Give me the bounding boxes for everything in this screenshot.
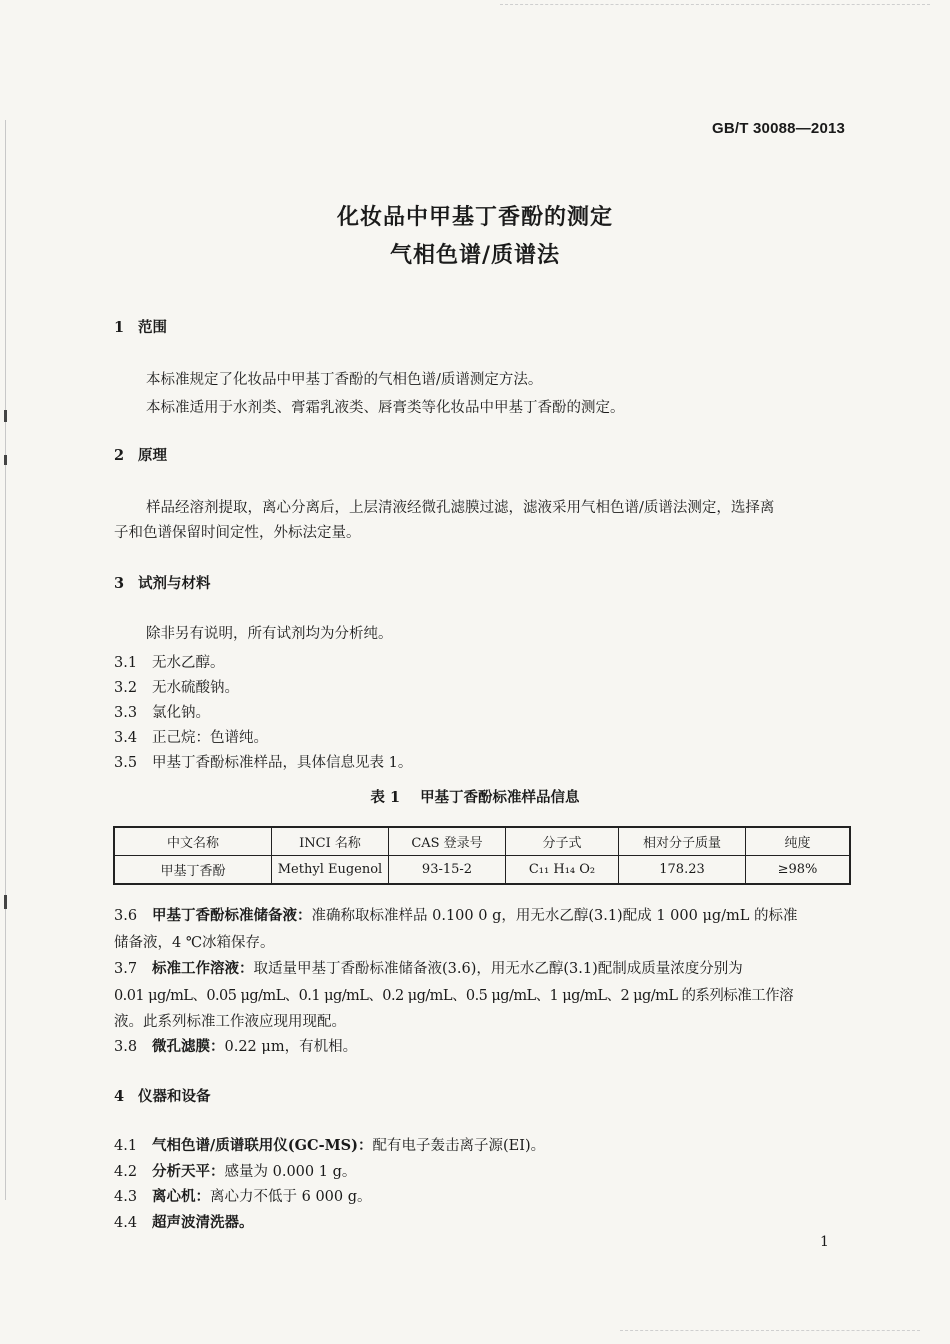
clause-term: 甲基丁香酚标准储备液：	[152, 907, 312, 924]
section-title: 仪器和设备	[138, 1088, 211, 1105]
item-number: 4.3	[114, 1189, 138, 1205]
list-item	[114, 1134, 545, 1155]
item-number: 3.3	[114, 705, 138, 721]
paragraph: 本标准规定了化妆品中甲基丁香酚的气相色谱/质谱测定方法。	[146, 372, 543, 388]
section-heading-scope	[114, 316, 167, 337]
item-number: 3.1	[114, 655, 138, 671]
clause-term: 气相色谱/质谱联用仪(GC-MS)：	[152, 1137, 373, 1154]
section-heading-principle	[114, 444, 167, 465]
list-item	[114, 726, 268, 747]
section-heading-apparatus	[114, 1085, 211, 1106]
table-header-cell: 中文名称	[114, 827, 272, 856]
table-cell: Methyl Eugenol	[272, 856, 389, 885]
section-number: 2	[114, 447, 125, 464]
table-header-cell: CAS 登录号	[389, 827, 506, 856]
list-item	[114, 1160, 356, 1181]
clause-term: 标准工作溶液：	[152, 960, 254, 977]
document-title-line2: 气相色谱/质谱法	[389, 242, 561, 268]
scan-mark	[4, 895, 7, 909]
table-header-cell: 纯度	[746, 827, 851, 856]
table-header-row	[114, 827, 850, 856]
list-item	[114, 651, 225, 672]
table-cell: 甲基丁香酚	[114, 856, 272, 885]
item-text: 离心力不低于 6 000 g。	[210, 1189, 372, 1205]
item-number: 4.1	[114, 1138, 138, 1154]
section-title: 试剂与材料	[138, 575, 211, 592]
clause-term: 分析天平：	[152, 1163, 225, 1180]
clause-term: 微孔滤膜：	[152, 1038, 225, 1055]
table-header-cell: INCI 名称	[272, 827, 389, 856]
item-number: 3.7	[114, 961, 138, 977]
section-heading-reagents	[114, 572, 211, 593]
item-number: 3.6	[114, 908, 138, 924]
clause-term: 离心机：	[152, 1188, 210, 1205]
table-title: 甲基丁香酚标准样品信息	[420, 789, 580, 806]
item-number: 4.4	[114, 1215, 138, 1231]
section-number: 4	[114, 1088, 125, 1105]
table-header-cell: 分子式	[506, 827, 619, 856]
scan-mark	[4, 410, 7, 422]
document-title-line1: 化妆品中甲基丁香酚的测定	[336, 204, 613, 230]
section-number: 3	[114, 575, 125, 592]
section-title: 原理	[138, 447, 167, 464]
scan-mark	[4, 455, 7, 465]
clause-text: 准确称取标准样品 0.100 0 g，用无水乙醇(3.1)配成 1 000 μg/mL 的标准	[311, 908, 798, 924]
clause-text: 储备液，4 ℃冰箱保存。	[114, 935, 275, 951]
table-cell: C₁₁ H₁₄ O₂	[506, 856, 619, 885]
item-text: 配有电子轰击离子源(EI)。	[372, 1138, 546, 1154]
clause-text: 0.01 μg/mL、0.05 μg/mL、0.1 μg/mL、0.2 μg/mL、0.5 μg/mL、1 μg/mL、2 μg/mL 的系列标准工作溶	[114, 988, 794, 1004]
section-title: 范围	[138, 319, 167, 336]
item-number: 4.2	[114, 1164, 138, 1180]
clause-text: 取适量甲基丁香酚标准储备液(3.6)，用无水乙醇(3.1)配制成质量浓度分别为	[253, 961, 743, 977]
clause-text: 液。此系列标准工作液应现用现配。	[114, 1014, 346, 1030]
item-number: 3.5	[114, 755, 138, 771]
table-caption	[0, 786, 950, 807]
standard-sample-table	[113, 826, 851, 885]
scan-edge-left	[5, 120, 6, 1200]
table-label: 表 1	[370, 789, 401, 806]
item-text: 正己烷：色谱纯。	[152, 730, 268, 746]
paragraph: 除非另有说明，所有试剂均为分析纯。	[146, 626, 393, 642]
list-item	[114, 1185, 372, 1206]
section-number: 1	[114, 319, 125, 336]
list-item	[114, 1211, 254, 1232]
item-text: 甲基丁香酚标准样品，具体信息见表 1。	[152, 755, 413, 771]
clause-text: 0.22 μm，有机相。	[224, 1039, 358, 1055]
scan-edge-bottom	[620, 1330, 920, 1331]
paragraph: 子和色谱保留时间定性，外标法定量。	[114, 525, 361, 541]
list-item	[114, 751, 412, 772]
table-header-cell: 相对分子质量	[619, 827, 746, 856]
table-cell: ≥98%	[746, 856, 851, 885]
item-number: 3.2	[114, 680, 138, 696]
scan-edge-top	[500, 4, 930, 5]
standard-code: GB/T 30088—2013	[712, 120, 846, 137]
paragraph: 样品经溶剂提取，离心分离后，上层清液经微孔滤膜过滤，滤液采用气相色谱/质谱法测定，选择离	[146, 500, 775, 516]
list-item	[114, 701, 210, 722]
list-item	[114, 676, 239, 697]
clause-3-6	[114, 902, 798, 930]
item-number: 3.4	[114, 730, 138, 746]
clause-3-7	[114, 955, 743, 983]
table-cell: 178.23	[619, 856, 746, 885]
clause-3-8	[114, 1033, 357, 1061]
table-cell: 93-15-2	[389, 856, 506, 885]
table-row	[114, 856, 850, 885]
page-number: 1	[820, 1234, 829, 1250]
clause-term: 超声波清洗器。	[152, 1214, 254, 1231]
paragraph: 本标准适用于水剂类、膏霜乳液类、唇膏类等化妆品中甲基丁香酚的测定。	[146, 400, 625, 416]
item-text: 氯化钠。	[152, 705, 210, 721]
item-text: 无水硫酸钠。	[152, 680, 239, 696]
item-text: 无水乙醇。	[152, 655, 225, 671]
item-text: 感量为 0.000 1 g。	[224, 1164, 357, 1180]
item-number: 3.8	[114, 1039, 138, 1055]
